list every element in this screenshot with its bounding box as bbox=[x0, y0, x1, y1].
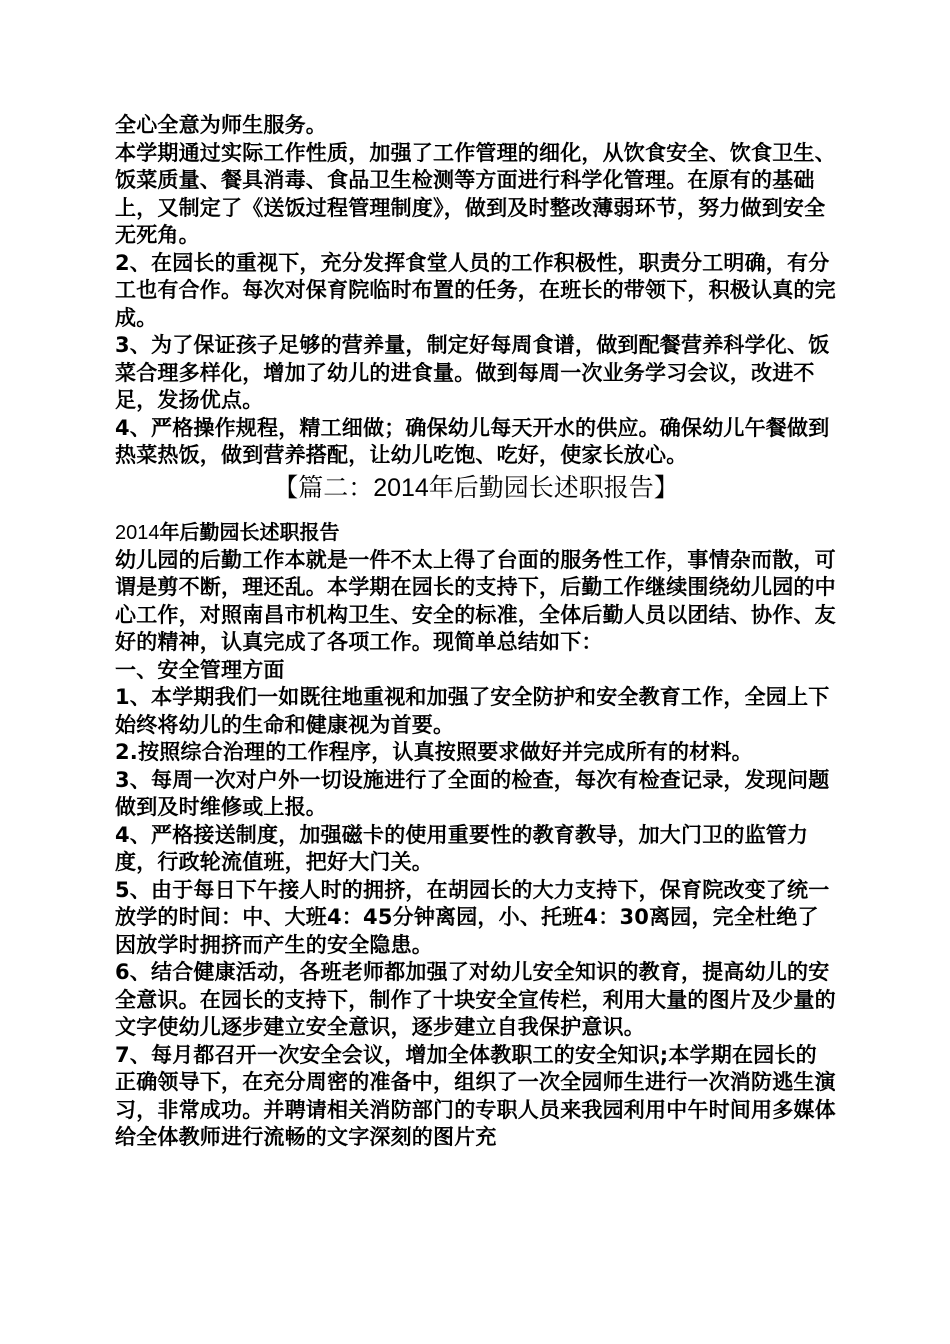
section-subheading: 一、安全管理方面 bbox=[115, 657, 285, 682]
paragraph: 本学期通过实际工作性质，加强了工作管理的细化，从饮食安全、饮食卫生、饭菜质量、餐具消毒、食品卫生检测等方面进行科学化管理。在原有的基础上，又制定了《送饭过程管理制度》，做到及时整改薄弱环节，努力做到安全无死角。 bbox=[115, 140, 836, 247]
paragraph: 2、在园长的重视下，充分发挥食堂人员的工作积极性，职责分工明确，有分工也有合作。每次对保育院临时布置的任务，在班长的带领下，积极认真的完成。 bbox=[115, 250, 836, 330]
section-heading: 【篇二：2014年后勤园长述职报告】 bbox=[273, 473, 679, 502]
paragraph: 2.按照综合治理的工作程序，认真按照要求做好并完成所有的材料。 bbox=[115, 740, 753, 764]
paragraph: 1、本学期我们一如既往地重视和加强了安全防护和安全教育工作，全园上下始终将幼儿的生命和健康视为首要。 bbox=[115, 685, 830, 737]
paragraph: 4、严格接送制度，加强磁卡的使用重要性的教育教导，加大门卫的监管力度，行政轮流值班，把好大门关。 bbox=[115, 822, 809, 874]
report-title bbox=[115, 518, 837, 547]
report-title-year: 2014 bbox=[115, 521, 160, 544]
paragraph: 3、为了保证孩子足够的营养量，制定好每周食谱，做到配餐营养科学化、饭菜合理多样化，增加了幼儿的进食量。做到每周一次业务学习会议，改进不足，发扬优点。 bbox=[115, 333, 830, 412]
paragraph: 全心全意为师生服务。 bbox=[115, 113, 327, 137]
paragraph: 4、严格操作规程，精工细做；确保幼儿每天开水的供应。确保幼儿午餐做到热菜热饭，做到营养搭配，让幼儿吃饱、吃好，使家长放心。 bbox=[115, 415, 830, 467]
document-body bbox=[115, 112, 837, 1152]
paragraph: 7、每月都召开一次安全会议，增加全体教职工的安全知识;本学期在园长的正确领导下，在充分周密的准备中，组织了一次全园师生进行一次消防逃生演习，非常成功。并聘请相关消防部门的专职人员来我园利用中午时间用多媒体给全体教师进行流畅的文字深刻的图片充 bbox=[115, 1042, 836, 1149]
paragraph: 6、结合健康活动，各班老师都加强了对幼儿安全知识的教育，提高幼儿的安全意识。在园长的支持下，制作了十块安全宣传栏，利用大量的图片及少量的文字使幼儿逐步建立安全意识，逐步建立自我保护意识。 bbox=[115, 960, 836, 1039]
paragraph: 5、由于每日下午接人时的拥挤，在胡园长的大力支持下，保育院改变了统一放学的时间：中、大班4：45分钟离园，小、托班4：30离园，完全杜绝了因放学时拥挤而产生的安全隐患。 bbox=[115, 877, 830, 957]
report-title-text: 年后勤园长述职报告 bbox=[159, 519, 340, 544]
paragraph: 幼儿园的后勤工作本就是一件不太上得了台面的服务性工作，事情杂而散，可谓是剪不断，理还乱。本学期在园长的支持下，后勤工作继续围绕幼儿园的中心工作，对照南昌市机构卫生、安全的标准，全体后勤人员以团结、协作、友好的精神，认真完成了各项工作。现简单总结如下： bbox=[115, 547, 836, 654]
paragraph: 3、每周一次对户外一切设施进行了全面的检查，每次有检查记录，发现问题做到及时维修或上报。 bbox=[115, 767, 830, 819]
